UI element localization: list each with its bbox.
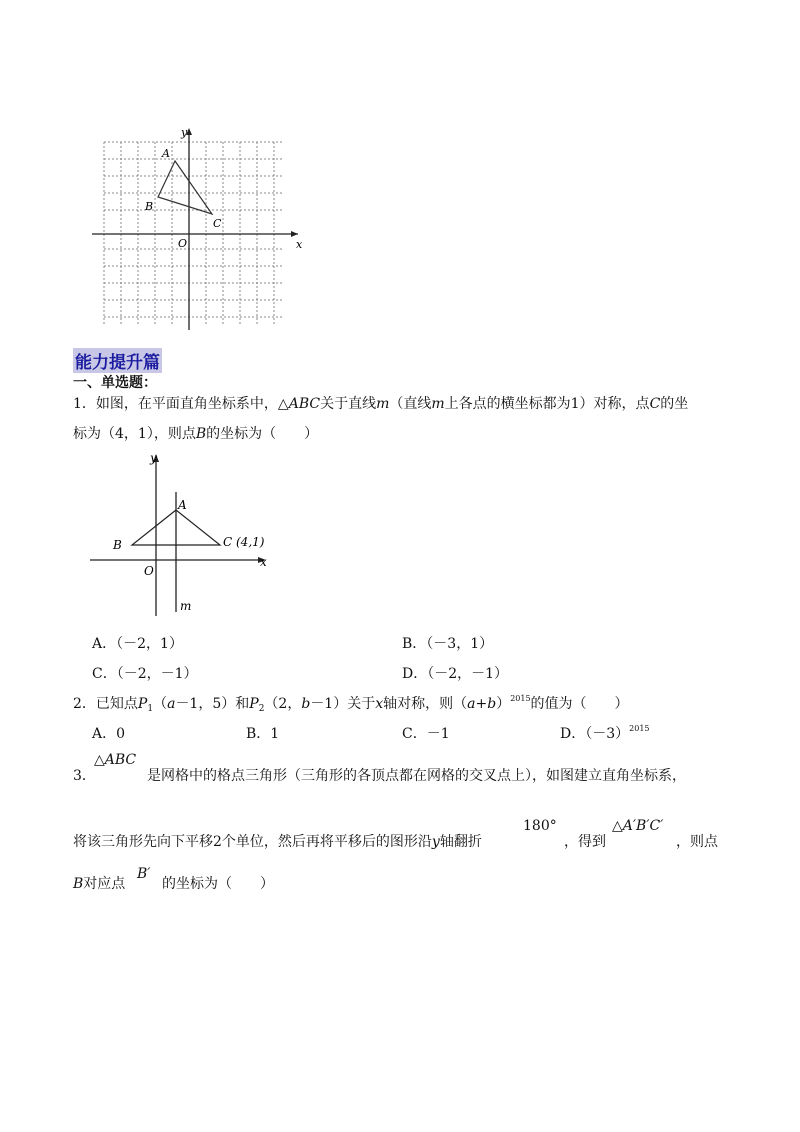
q3-triangle-abc: △ABC	[94, 752, 137, 768]
q2-stem: 2．已知点$P_1(a-1$，5）和$P_2(2$，b－1）关于x轴对称，则$(a+b)^{2015}$的值为（ ）	[73, 694, 629, 714]
q1-option-a[interactable]: A．（－2，1）	[92, 636, 183, 652]
q1-figure	[88, 450, 278, 618]
vertex-a-label: A	[162, 147, 170, 160]
axis-y-label: y	[150, 451, 157, 465]
q2-option-c[interactable]: C．－1	[402, 726, 450, 742]
line-m-label: m	[180, 599, 192, 613]
axis-x-label: x	[296, 238, 303, 251]
q3-degree: 180°	[523, 818, 557, 834]
grid-figure-top	[92, 124, 308, 330]
vertex-a-label: A	[178, 498, 187, 512]
q1-line-2: 标为（4，1），则点B的坐标为（ ）	[73, 426, 319, 442]
origin-label: O	[178, 237, 188, 250]
axis-y-label: y	[181, 126, 188, 139]
q1-option-d[interactable]: D．（－2，－1）	[402, 666, 509, 682]
axis-x-label: x	[260, 555, 267, 569]
q3-number: 3．	[73, 768, 96, 784]
q3-line-3-end: 的坐标为（ ）	[162, 876, 274, 892]
q3-line-1: 是网格中的格点三角形（三角形的各顶点都在网格的交叉点上），如图建立直角坐标系，	[147, 768, 686, 784]
section-title: 能力提升篇	[73, 348, 162, 373]
q3-triangle-prime: △A′B′C′	[612, 818, 664, 834]
q1-option-c[interactable]: C．（－2，－1）	[92, 666, 198, 682]
vertex-b-label: B	[145, 200, 154, 213]
q2-option-a[interactable]: A．0	[92, 726, 126, 742]
q3-line-2-mid: ，得到	[564, 834, 606, 850]
q1-option-b[interactable]: B．（－3，1）	[402, 636, 494, 652]
q3-line-2-end: ，则点	[676, 834, 718, 850]
question-type-heading: 一、单选题：	[73, 375, 157, 391]
q3-line-3: B对应点	[73, 876, 126, 892]
q1-line-1: 1．如图，在平面直角坐标系中，△ABC关于直线m（直线m上各点的横坐标都为1）对称，点C的坐	[73, 396, 689, 412]
q3-line-2: 将该三角形先向下平移2个单位，然后再将平移后的图形沿y轴翻折	[73, 834, 482, 850]
q2-option-d[interactable]: D．$(-3)^{2015}$	[560, 724, 650, 742]
q2-option-b[interactable]: B．1	[246, 726, 280, 742]
q1-number: 1．	[73, 396, 96, 412]
origin-label: O	[144, 564, 154, 578]
q2-number: 2．	[73, 696, 96, 712]
vertex-c-label: C (4,1)	[223, 535, 265, 549]
vertex-c-label: C	[213, 217, 222, 230]
q3-b-prime: B′	[137, 866, 151, 882]
vertex-b-label: B	[113, 538, 122, 552]
